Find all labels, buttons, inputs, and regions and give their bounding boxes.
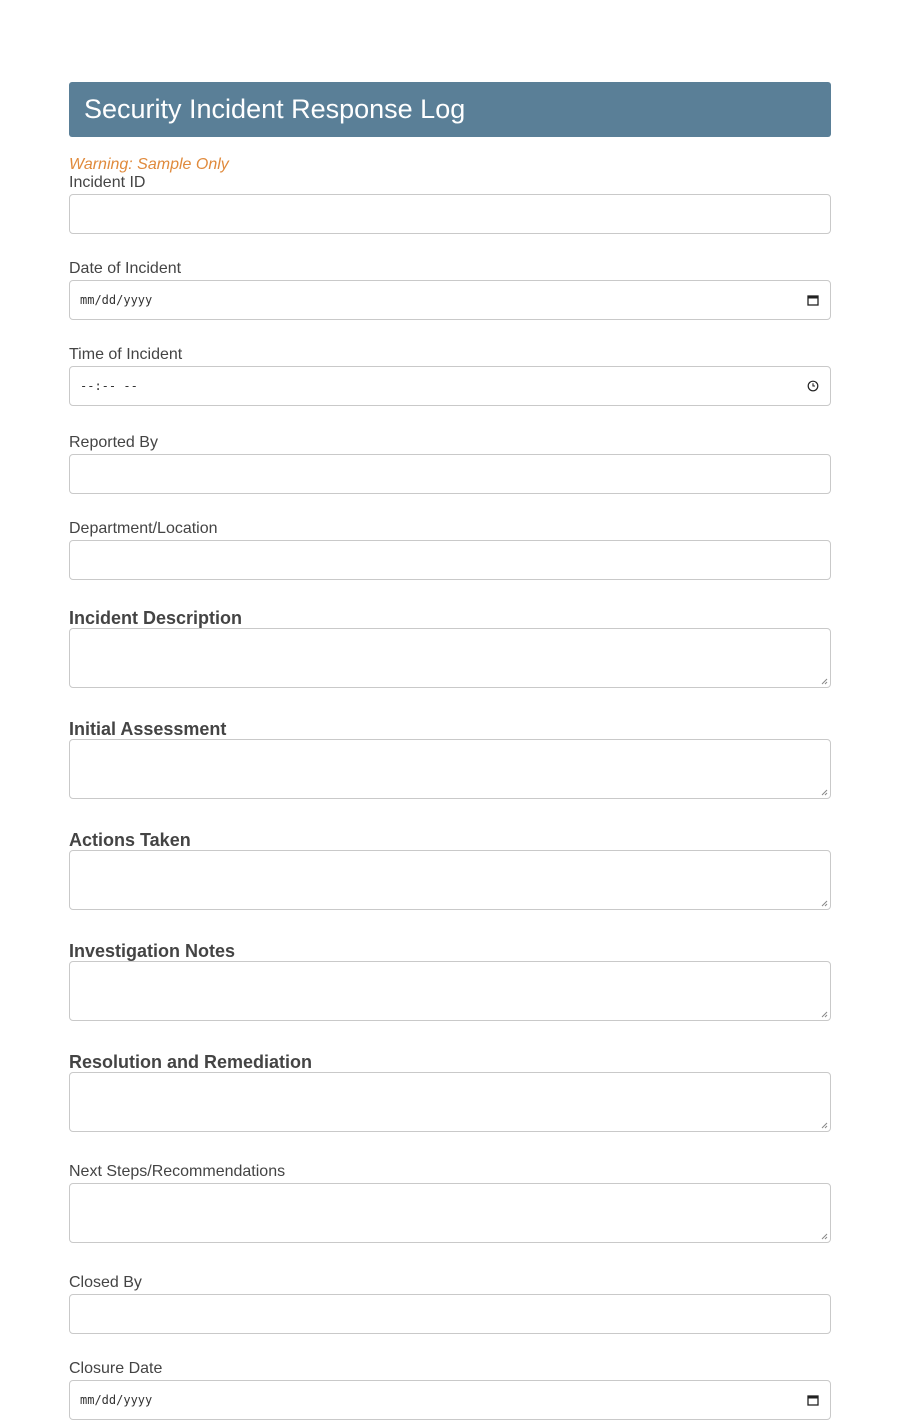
actions-taken-textarea[interactable]	[69, 850, 831, 910]
initial-assessment-label: Initial Assessment	[69, 719, 227, 739]
department-location-label: Department/Location	[69, 520, 218, 537]
time-placeholder: --:-- --	[80, 379, 138, 393]
incident-log-form	[69, 82, 831, 1420]
actions-taken-label: Actions Taken	[69, 830, 191, 850]
initial-assessment-textarea[interactable]	[69, 739, 831, 799]
investigation-notes-textarea[interactable]	[69, 961, 831, 1021]
time-of-incident-label: Time of Incident	[69, 346, 183, 363]
page-title: Security Incident Response Log	[84, 94, 466, 124]
calendar-icon[interactable]	[806, 293, 820, 307]
incident-description-label: Incident Description	[69, 608, 243, 628]
resize-handle-icon[interactable]	[820, 788, 828, 796]
next-steps-label: Next Steps/Recommendations	[69, 1163, 286, 1180]
resolution-remediation-label: Resolution and Remediation	[69, 1052, 313, 1072]
department-location-input[interactable]	[69, 540, 831, 580]
incident-description-textarea[interactable]	[69, 628, 831, 688]
closure-date-label: Closure Date	[69, 1360, 163, 1377]
reported-by-label: Reported By	[69, 434, 158, 451]
resize-handle-icon[interactable]	[820, 1232, 828, 1240]
warning-text: Warning: Sample Only	[69, 156, 229, 173]
reported-by-input[interactable]	[69, 454, 831, 494]
resize-handle-icon[interactable]	[820, 1010, 828, 1018]
resize-handle-icon[interactable]	[820, 899, 828, 907]
investigation-notes-label: Investigation Notes	[69, 941, 236, 961]
time-of-incident-input[interactable]	[69, 366, 831, 406]
incident-id-label: Incident ID	[69, 174, 146, 191]
resize-handle-icon[interactable]	[820, 677, 828, 685]
date-placeholder: mm/dd/yyyy	[80, 293, 153, 307]
date-of-incident-label: Date of Incident	[69, 260, 182, 277]
closure-date-input[interactable]	[69, 1380, 831, 1420]
clock-icon[interactable]	[806, 379, 820, 393]
resolution-remediation-textarea[interactable]	[69, 1072, 831, 1132]
calendar-icon[interactable]	[806, 1393, 820, 1407]
resize-handle-icon[interactable]	[820, 1121, 828, 1129]
next-steps-textarea[interactable]	[69, 1183, 831, 1243]
date-of-incident-input[interactable]	[69, 280, 831, 320]
closed-by-label: Closed By	[69, 1274, 142, 1291]
closed-by-input[interactable]	[69, 1294, 831, 1334]
title-bar	[69, 82, 831, 137]
closure-date-placeholder: mm/dd/yyyy	[80, 1393, 153, 1407]
incident-id-input[interactable]	[69, 194, 831, 234]
